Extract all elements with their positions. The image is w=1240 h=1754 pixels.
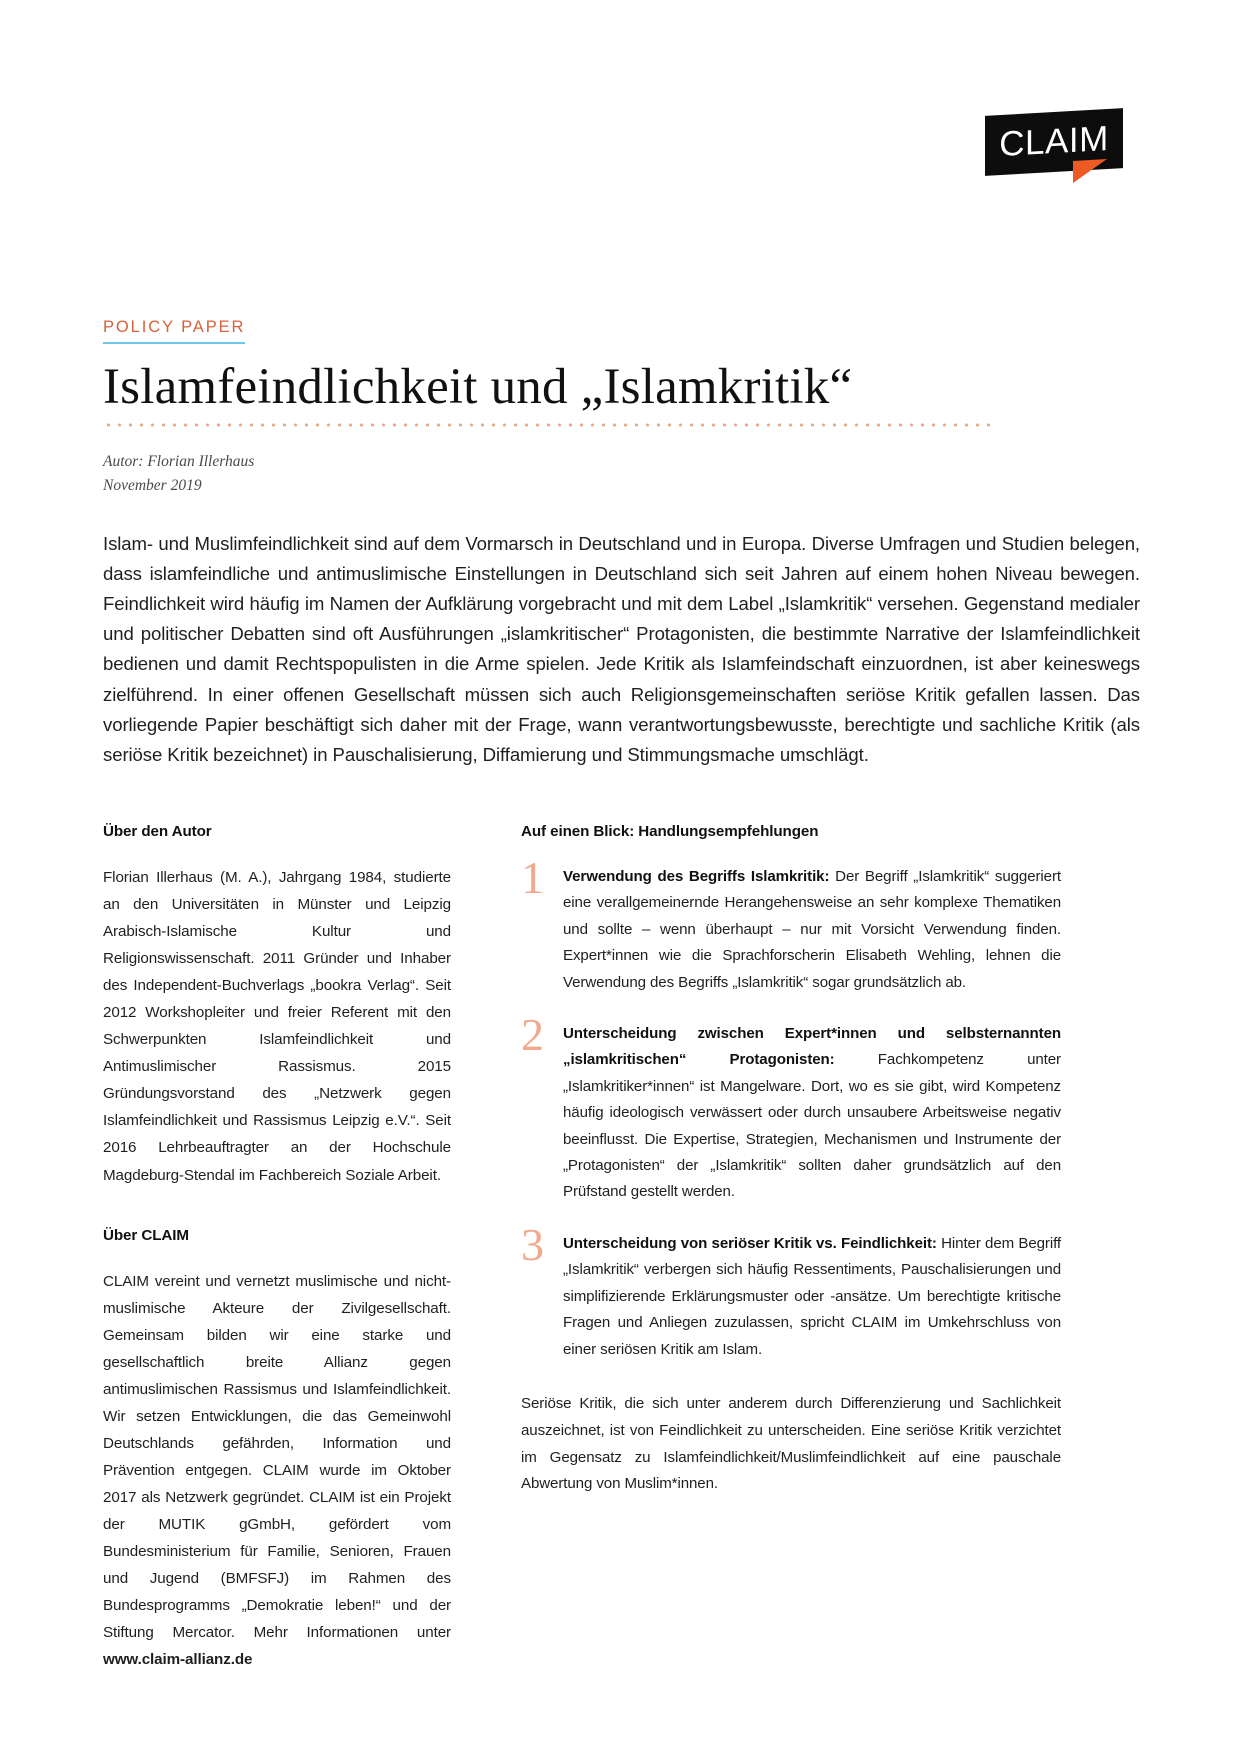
recommendation-text: [563, 1021, 1061, 1206]
byline-author: Autor: Florian Illerhaus: [103, 453, 255, 471]
recommendation-number: 2: [521, 1009, 544, 1061]
right-column: [521, 823, 1061, 1673]
claim-website-link[interactable]: www.claim-allianz.de: [103, 1651, 253, 1669]
document-header: [103, 318, 1139, 498]
recommendation-lead: Unterscheidung von seriöser Kritik vs. Feindlichkeit:: [563, 1234, 937, 1252]
recommendation-body: Fachkompetenz unter „Islamkritiker*innen“ ist Mangelware. Dort, wo es sie gibt, wird Kompetenz häufig ideologisch verwässert oder durch unsaubere Arbeitsweise negativ beeinflusst. Die Expertise, Strategien, Mechanismen und Instrumente der „Protagonisten“ der „Islamkritik“ sollten daher grundsätzlich auf den Prüfstand gestellt werden.: [563, 1051, 1061, 1201]
recommendation-lead: Unterscheidung zwischen Expert*innen und selbsternannten „islamkritischen“ Protagonisten:: [563, 1025, 1061, 1069]
kicker-policy-paper: POLICY PAPER: [103, 318, 245, 344]
recommendation-item: [521, 852, 1061, 996]
recommendation-number: 1: [521, 852, 544, 903]
intro-paragraph: Islam- und Muslimfeindlichkeit sind auf dem Vormarsch in Deutschland und in Europa. Diverse Umfragen und Studien belegen, dass islamfeindliche und antimuslimische Einstellungen in Deutschland sich seit Jahren auf einem hohen Niveau bewegen. Feindlichkeit wird häufig im Namen der Aufklärung vorgebracht und mit dem Label „Islamkritik“ versehen. Gegenstand medialer und politischer Debatten sind oft Ausführungen „islamkritischer“ Protagonisten, die bestimmte Narrative der Islamfeindlichkeit bedienen und damit Rechtspopulisten in die Arme spielen. Jede Kritik als Islamfeindschaft einzuordnen, ist aber keineswegs zielführend. In einer offenen Gesellschaft müssen sich auch Religionsgemeinschaften seriöse Kritik gefallen lassen. Das vorliegende Papier beschäftigt sich daher mit der Frage, wann verantwortungsbewusste, berechtigte und sachliche Kritik (als seriöse Kritik bezeichnet) in Pauschalisierung, Diffamierung und Stimmungsmache umschlägt.: [103, 533, 1140, 765]
logo-wordmark: CLAIM: [999, 118, 1109, 164]
title-dotted-rule: [103, 423, 991, 427]
page-title: Islamfeindlichkeit und „Islamkritik“: [103, 359, 853, 415]
recommendation-text: [563, 864, 1061, 996]
claim-description-text: [103, 1268, 451, 1674]
logo-orange-triangle-icon: [1073, 159, 1107, 183]
two-column-body: [103, 823, 1140, 1673]
heading-ueber-den-autor: Über den Autor: [103, 823, 212, 840]
recommendation-text: [563, 1231, 1061, 1363]
recommendation-item: [521, 1218, 1062, 1363]
left-column: [103, 823, 451, 1673]
recommendation-body: Der Begriff „Islamkritik“ suggeriert eine verallgemeinernde Herangehensweise an sehr komplexe Thematiken und sollte – wenn überhaupt – nur mit Vorsicht Verwendung finden. Expert*innen wie die Sprachforscherin Elisabeth Wehling, lehnen die Verwendung des Begriffs „Islamkritik“ sogar grundsätzlich ab.: [563, 868, 1061, 991]
claim-description-body: CLAIM vereint und vernetzt muslimische und nicht-muslimische Akteure der Zivilgesellschaft. Gemeinsam bilden wir eine starke und gesellschaftlich breite Allianz gegen antimuslimischen Rassismus und Islamfeindlichkeit. Wir setzen Entwicklungen, die das Gemeinwohl Deutschlands gefährden, Information und Prävention entgegen. CLAIM wurde im Oktober 2017 als Netzwerk gegründet. CLAIM ist ein Projekt der MUTIK gGmbH, gefördert vom Bundesministerium für Familie, Senioren, Frauen und Jugend (BMFSFJ) im Rahmen des Bundesprogramms „Demokratie leben!“ und der Stiftung Mercator. Mehr Informationen unter: [103, 1272, 451, 1642]
author-bio-text: Florian Illerhaus (M. A.), Jahrgang 1984, studierte an den Universitäten in Münster und Leipzig Arabisch-Islamische Kultur und Religionswissenschaft. 2011 Gründer und Inhaber des Independent-Buchverlags „bookra Verlag“. Seit 2012 Workshopleiter und freier Referent mit den Schwerpunkten Islamfeindlichkeit und Antimuslimischer Rassismus. 2015 Gründungsvorstand des „Netzwerk gegen Islamfeindlichkeit und Rassismus Leipzig e.V.“. Seit 2016 Lehrbeauftragter an der Hochschule Magdeburg-Stendal im Fachbereich Soziale Arbeit.: [103, 869, 451, 1184]
byline-date: November 2019: [103, 477, 202, 495]
heading-handlungsempfehlungen: Auf einen Blick: Handlungsempfehlungen: [521, 823, 819, 840]
recommendation-item: [521, 1009, 1061, 1206]
claim-logo: [985, 104, 1123, 184]
recommendation-number: 3: [521, 1218, 544, 1270]
byline: [103, 450, 1139, 498]
recommendation-body: Hinter dem Begriff „Islamkritik“ verbergen sich häufig Ressentiments, Pauschalisierungen und simplifizierende Erklärungsmuster oder -ansätze. Um berechtigte kritische Fragen und Anliegen zuzulassen, spricht CLAIM im Umkehrschluss von einer seriösen Kritik am Islam.: [563, 1234, 1062, 1358]
recommendation-lead: Verwendung des Begriffs Islamkritik:: [563, 868, 830, 885]
heading-ueber-claim: Über CLAIM: [103, 1226, 189, 1244]
closing-paragraph: Seriöse Kritik, die sich unter anderem durch Differenzierung und Sachlichkeit auszeichnet, ist von Feindlichkeit zu unterscheiden. Eine seriöse Kritik verzichtet im Gegensatz zu Islamfeindlichkeit/Muslimfeindlichkeit auf eine pauschale Abwertung von Muslim*innen.: [521, 1394, 1061, 1493]
